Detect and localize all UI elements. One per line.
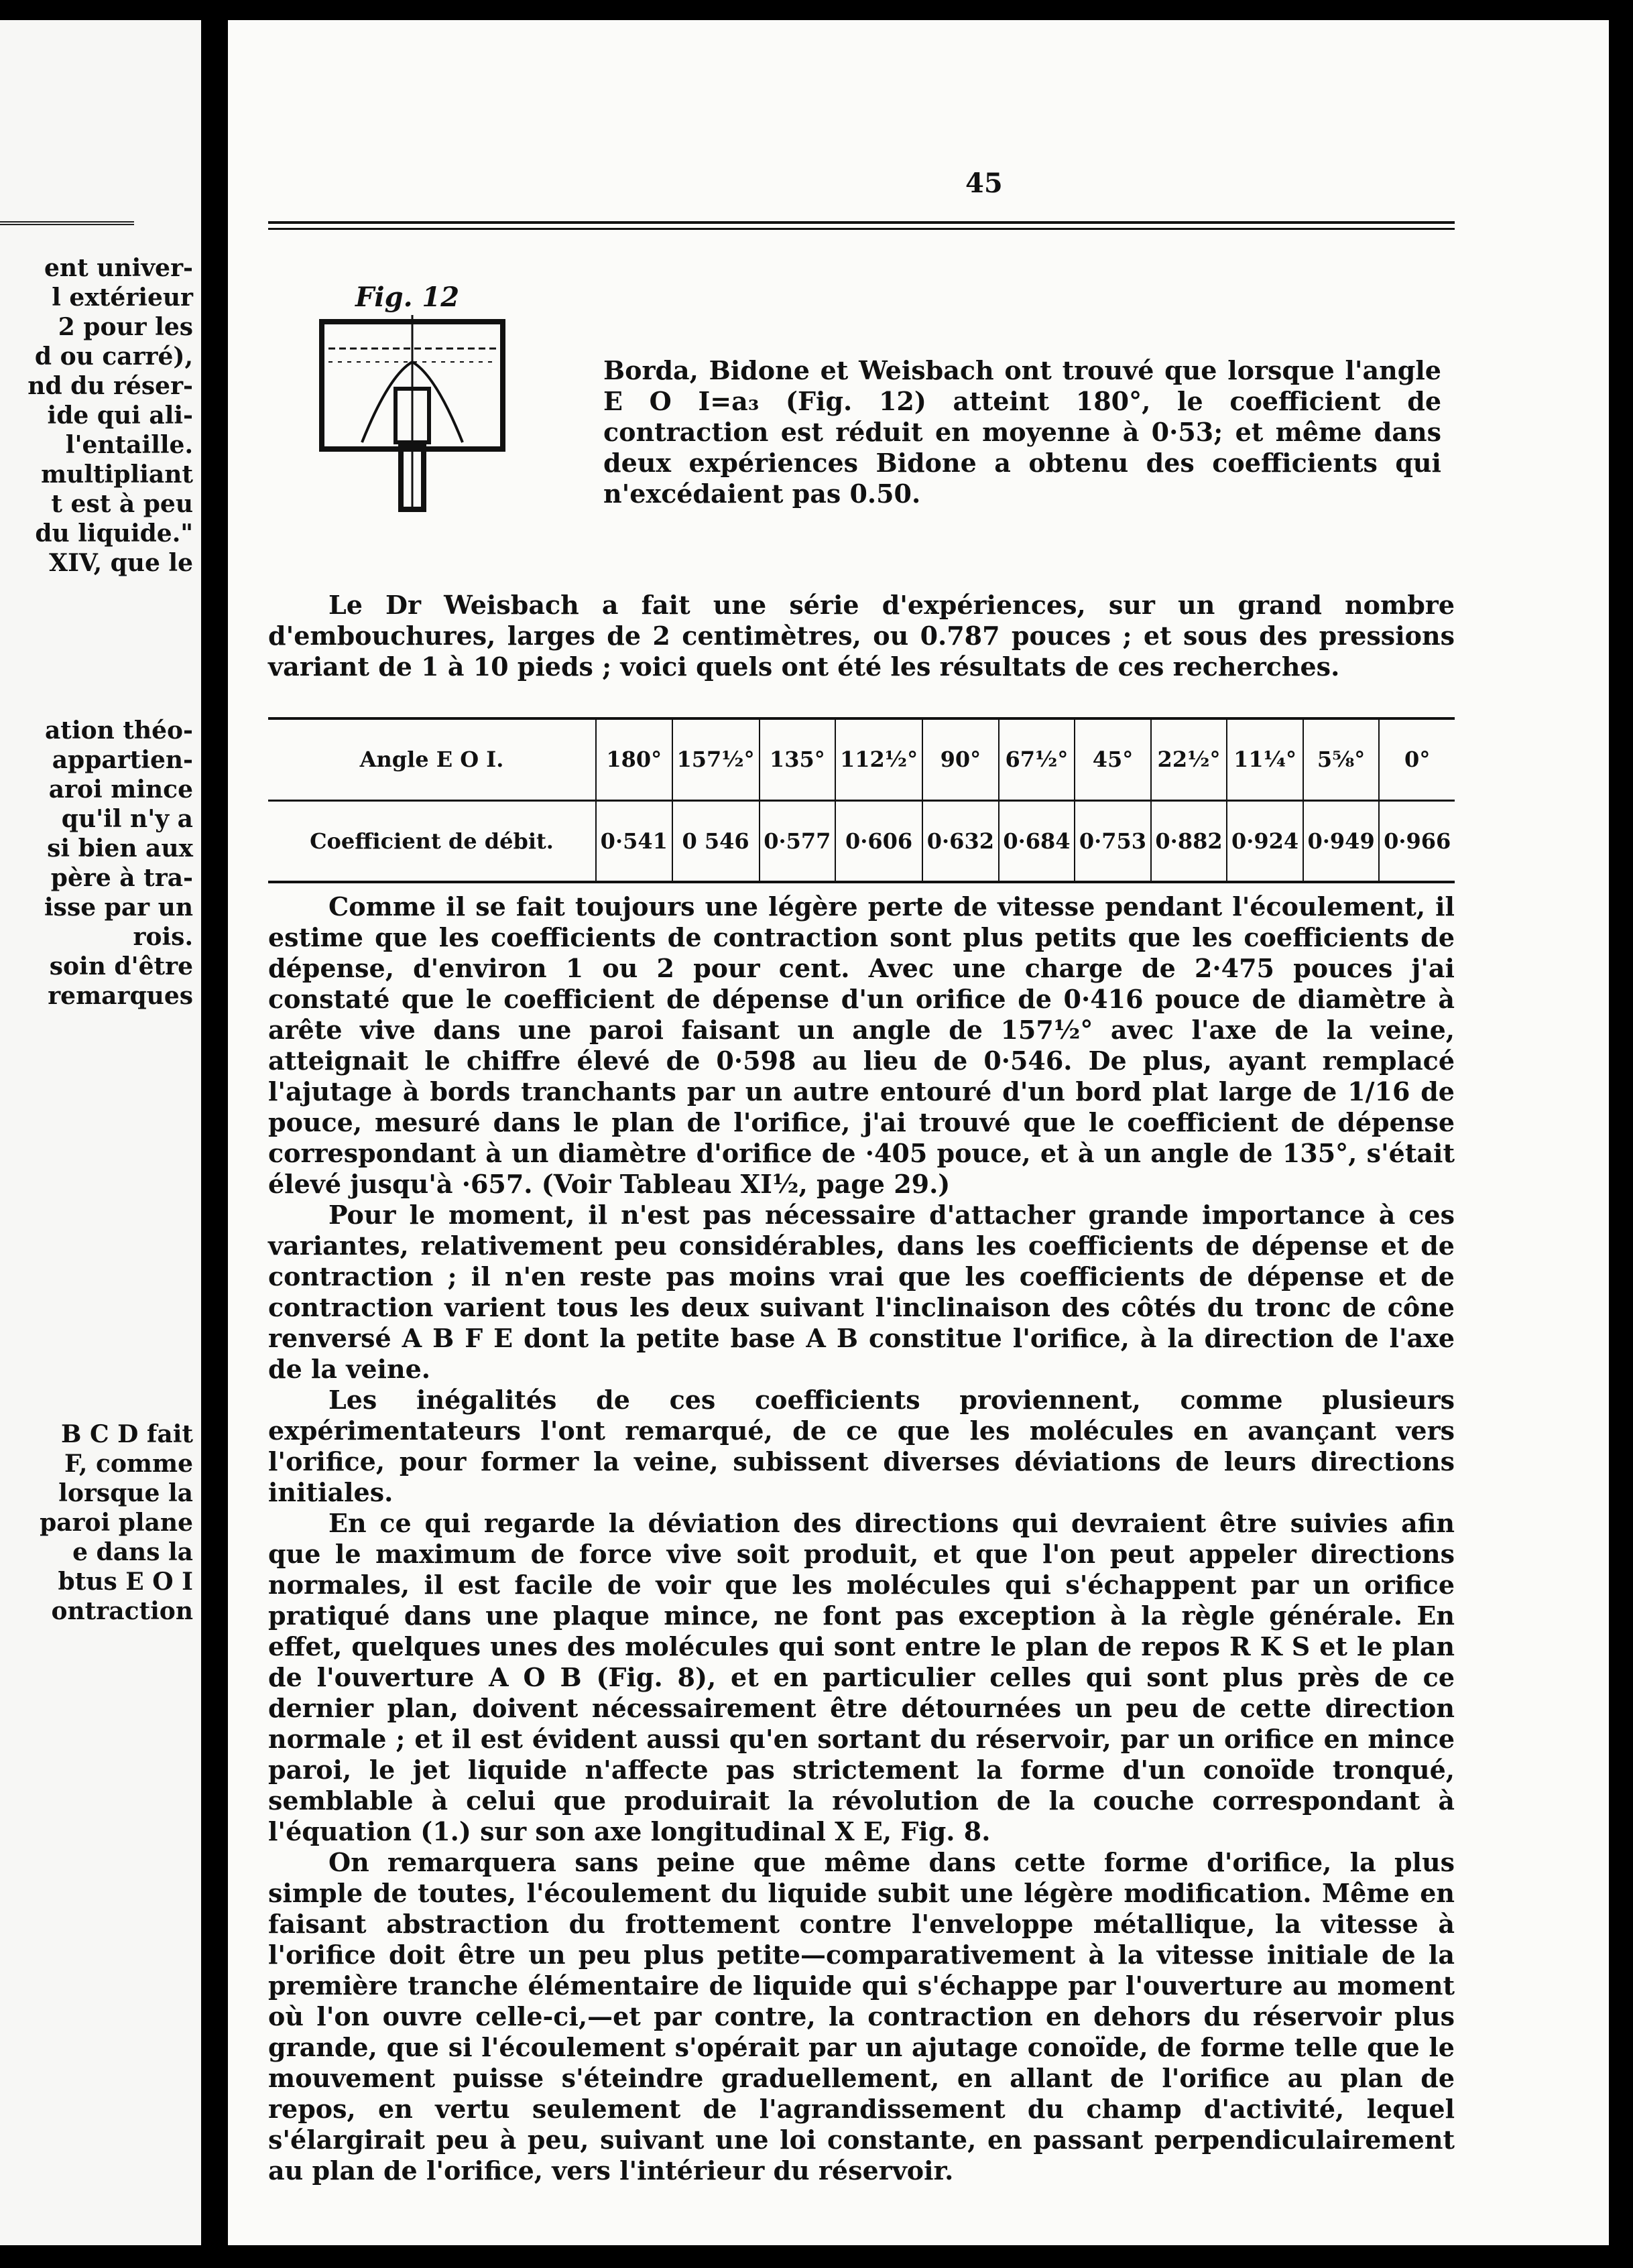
figure-12 <box>315 281 516 550</box>
angle-cell: 11¼° <box>1227 720 1303 800</box>
body-paragraph: Les inégalités de ces coefficients proviennent, comme plusieurs expérimentateurs l'ont remarqué, de ce que les molécules en avançant vers l'orifice, pour former la veine, subissent diverses déviations de leurs directions initiales. <box>268 1385 1455 1507</box>
left-line: lorsque la <box>58 1479 193 1507</box>
left-line: F, comme <box>64 1450 193 1478</box>
left-line: du liquide." <box>35 519 193 548</box>
header-rule <box>268 221 1455 230</box>
coefficient-cell: 0·966 <box>1379 800 1455 881</box>
left-line: appartien- <box>52 746 193 774</box>
angle-cell: 135° <box>760 720 836 800</box>
main-page <box>228 20 1609 2245</box>
coefficient-table <box>268 717 1455 883</box>
table-row <box>268 800 1455 881</box>
book-gutter <box>201 0 228 2268</box>
left-line: aroi mince <box>48 775 193 804</box>
left-line: l extérieur <box>52 284 193 312</box>
coefficient-cell: 0·606 <box>835 800 922 881</box>
left-line: XIV, que le <box>49 549 193 577</box>
weisbach-paragraph <box>268 590 1455 682</box>
left-line: t est à peu <box>51 490 193 518</box>
row-label: Angle E O I. <box>268 720 596 800</box>
left-line: ation théo- <box>44 716 193 745</box>
left-line: si bien aux <box>47 834 193 863</box>
coefficient-cell: 0 546 <box>672 800 760 881</box>
left-page-rule <box>0 221 134 225</box>
left-line: btus E O I <box>58 1568 193 1596</box>
left-line: isse par un <box>44 893 193 922</box>
body-text <box>268 891 1455 2186</box>
left-line: ent univer- <box>44 254 193 282</box>
coefficient-cell: 0·924 <box>1227 800 1303 881</box>
left-line: paroi plane <box>40 1509 193 1537</box>
body-paragraph: En ce qui regarde la déviation des directions qui devraient être suivies afin que le maximum de force vive soit produit, et que l'on peut appeler directions normales, il est facile de voir que les molécules qui s'échappent par un orifice pratiqué dans une plaque mince, ne font pas exception à la règle générale. En effet, quelques unes des molécules qui sont entre le plan de repos R K S et le plan de l'ouverture A O B (Fig. 8), et en particulier celles qui sont plus près de ce dernier plan, doivent nécessairement être détournées un peu de cette direction normale ; et il est évident aussi qu'en sortant du réservoir, par un orifice en mince paroi, le jet liquide n'affecte pas strictement la forme d'un conoïde tronqué, semblable à celui que produirait la révolution de la couche correspondant à l'équation (1.) sur son axe longitudinal X E, Fig. 8. <box>268 1508 1455 1846</box>
left-line: e dans la <box>72 1538 193 1566</box>
intro-paragraph: Borda, Bidone et Weisbach ont trouvé que lorsque l'angle E O I=a₃ (Fig. 12) atteint 180°, le coefficient de contraction est réduit en moyenne à 0·53; et même dans deux expériences Bidone a obtenu des coefficients qui n'excédaient pas 0.50. <box>603 355 1441 509</box>
coefficient-cell: 0·949 <box>1303 800 1380 881</box>
left-facing-page <box>0 20 201 2245</box>
left-line: soin d'être <box>49 952 193 981</box>
angle-cell: 22½° <box>1151 720 1227 800</box>
left-line: d ou carré), <box>34 342 193 371</box>
reservoir-diagram <box>315 315 509 516</box>
left-line: B C D fait <box>60 1420 193 1448</box>
left-line: père à tra- <box>50 864 193 892</box>
left-line: l'entaille. <box>65 431 193 459</box>
angle-cell: 0° <box>1379 720 1455 800</box>
table-row <box>268 720 1455 800</box>
figure-label: Fig. 12 <box>355 281 460 313</box>
left-line: ide qui ali- <box>47 401 193 430</box>
angle-cell: 112½° <box>835 720 922 800</box>
coefficient-cell: 0·632 <box>922 800 999 881</box>
left-line: rois. <box>133 923 193 951</box>
angle-cell: 45° <box>1075 720 1151 800</box>
row-label: Coefficient de débit. <box>310 828 554 854</box>
left-line: multipliant <box>41 460 193 489</box>
left-line: ontraction <box>51 1597 193 1625</box>
left-line: remarques <box>48 982 193 1010</box>
page-number: 45 <box>965 168 1003 199</box>
body-paragraph: Comme il se fait toujours une légère perte de vitesse pendant l'écoulement, il estime que les coefficients de contraction sont plus petits que les coefficients de dépense, d'environ 1 ou 2 pour cent. Avec une charge de 2·475 pouces j'ai constaté que le coefficient de dépense d'un orifice de 0·416 pouce de diamètre à arête vive dans une paroi faisant un angle de 157½° avec l'axe de la veine, atteignait le chiffre élevé de 0·598 au lieu de 0·546. De plus, ayant remplacé l'ajutage à bords tranchants par un autre entouré d'un bord plat large de 1/16 de pouce, mesuré dans le plan de l'orifice, j'ai trouvé que le coefficient de dépense correspondant à un diamètre d'orifice de ·405 pouce, et à un angle de 135°, s'était élevé jusqu'à ·657. (Voir Tableau XI½, page 29.) <box>268 891 1455 1199</box>
left-line: 2 pour les <box>58 313 193 341</box>
coefficient-cell: 0·684 <box>999 800 1075 881</box>
coefficient-cell: 0·882 <box>1151 800 1227 881</box>
coefficient-cell: 0·753 <box>1075 800 1151 881</box>
left-line: nd du réser- <box>27 372 193 400</box>
angle-cell: 180° <box>596 720 672 800</box>
weisbach-text: Le Dr Weisbach a fait une série d'expériences, sur un grand nombre d'embouchures, larges de 2 centimètres, ou 0.787 pouces ; et sous des pressions variant de 1 à 10 pieds ; voici quels ont été les résultats de ces recherches. <box>268 590 1455 682</box>
coefficient-cell: 0·541 <box>596 800 672 881</box>
angle-cell: 5⅝° <box>1303 720 1380 800</box>
angle-cell: 90° <box>922 720 999 800</box>
body-paragraph: Pour le moment, il n'est pas nécessaire d'attacher grande importance à ces variantes, relativement peu considérables, dans les coefficients de dépense et de contraction ; il n'en reste pas moins vrai que les coefficients de dépense et de contraction varient tous les deux suivant l'inclinaison des côtés du tronc de cône renversé A B F E dont la petite base A B constitue l'orifice, à la direction de l'axe de la veine. <box>268 1200 1455 1384</box>
body-paragraph: On remarquera sans peine que même dans cette forme d'orifice, la plus simple de toutes, l'écoulement du liquide subit une légère modification. Même en faisant abstraction du frottement contre l'enveloppe métallique, la vitesse à l'orifice doit être un peu plus petite—comparativement à la vitesse initiale de la première tranche élémentaire de liquide qui s'échappe par l'ouverture au moment où l'on ouvre celle-ci,—et par contre, la contraction en dehors du réservoir plus grande, que si l'écoulement s'opérait par un ajutage conoïde, de forme telle que le mouvement puisse s'éteindre graduellement, en allant de l'orifice au plan de repos, en vertu seulement de l'agrandissement du champ d'activité, lequel s'élargirait peu à peu, suivant une loi constante, en passant perpendiculairement au plan de l'orifice, vers l'intérieur du réservoir. <box>268 1847 1455 2186</box>
left-line: qu'il n'y a <box>61 805 193 833</box>
coefficient-cell: 0·577 <box>760 800 836 881</box>
angle-cell: 67½° <box>999 720 1075 800</box>
angle-cell: 157½° <box>672 720 760 800</box>
